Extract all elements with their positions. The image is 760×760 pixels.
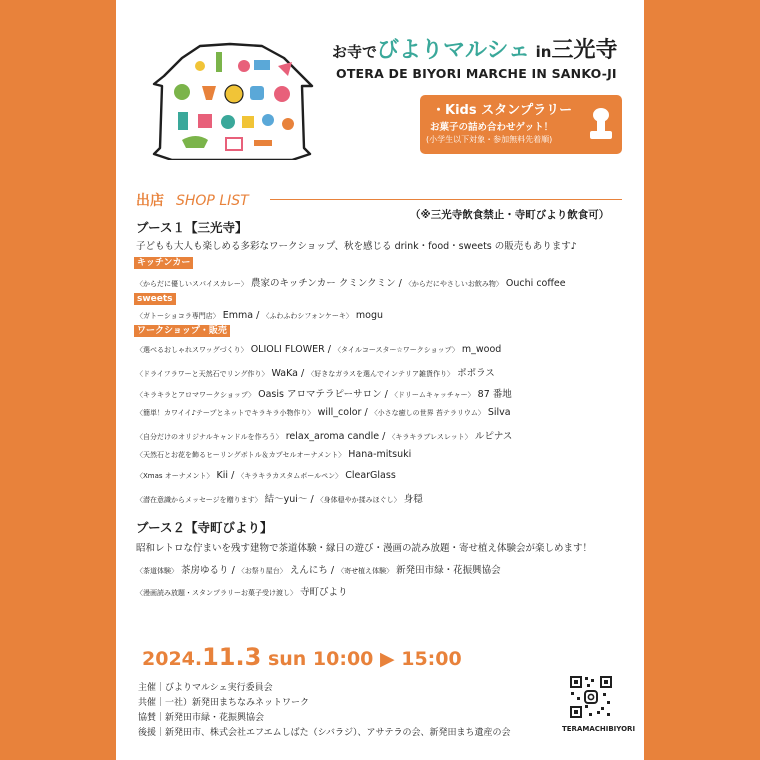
booth1-title: ブース１【三光寺】 (136, 220, 248, 235)
organizer-line: 協賛｜新発田市緑・花振興協会 (138, 713, 265, 723)
bag-icon (254, 60, 270, 70)
donut-icon (225, 85, 243, 103)
ring-icon (262, 114, 274, 126)
vendor-line: 〈自分だけのオリジナルキャンドルを作ろう〉 relax_aroma candle / 〈キラキラブレスレット〉 ルピナス (136, 431, 513, 442)
kids-line1: お菓子の詰め合わせゲット！ (430, 122, 554, 133)
bottle-icon (216, 52, 222, 72)
vendor-line: 〈簡単！カワイイ♪テープとネットでキラキラ小物作り〉 will_color / 〈小さな癒しの世界 苔テラリウム〉 Silva (136, 407, 511, 418)
vendor-line: 〈天然石とお花を飾るヒーリングボトル＆カプセルオーナメント〉 Hana-mitsuki (136, 449, 412, 460)
bead-icon (282, 118, 294, 130)
title-place: 三光寺 (551, 38, 618, 63)
vendor-line: 〈からだに優しいスパイスカレー〉 農家のキッチンカー クミンクミン / 〈からだにやさしいお飲み物〉 Ouchi coffee (136, 278, 566, 289)
shop-divider (270, 199, 622, 200)
vendor-line: 〈ドライフラワーと天然石でリング作り〉 WaKa / 〈好きなガラスを選んでインテリア雑貨作り〉 ポポラス (136, 368, 495, 379)
tag-sweets: sweets (134, 293, 176, 305)
vendor-line: 〈茶道体験〉 茶房ゆるり / 〈お祭り屋台〉 えんにち / 〈寄せ植え体験〉 新発田市緑・花振興協会 (136, 565, 501, 576)
lemon-icon (195, 61, 205, 71)
tag-kitchen-car: キッチンカー (134, 257, 193, 269)
kids-title: ・Kids スタンプラリー (432, 103, 573, 118)
booth1-desc: 子どもも大人も楽しめる多彩なワークショップ、秋を感じる drink・food・sweets の販売もあります♪ (136, 241, 577, 252)
title-main: びよりマルシェ (377, 38, 531, 63)
vendor-line: 〈潜在意識からメッセージを贈ります〉 結〜yui〜 / 〈身体穏やか揉みほぐし〉 身穏 (136, 494, 423, 505)
ribbon-icon (278, 62, 292, 76)
apple-icon (238, 60, 250, 72)
chopsticks-icon (254, 140, 272, 146)
tag-workshop: ワークショップ・販売 (134, 325, 230, 337)
shop-label: 出店 (136, 193, 164, 209)
title-prefix: お寺で (332, 43, 378, 61)
temple-illustration (142, 36, 322, 160)
basket-icon (226, 138, 242, 150)
vendor-line: 〈キラキラとアロマワークショップ〉 Oasis アロマテラピーサロン / 〈ドリームキャッチャー〉 87 番地 (136, 389, 512, 400)
bowl-icon (182, 136, 208, 148)
flower-icon (274, 86, 290, 102)
booth2-desc: 昭和レトロな佇まいを残す建物で茶道体験・縁日の遊び・漫画の読み放題・寄せ植え体験会が楽しめます！ (136, 543, 593, 554)
organizer-line: 共催｜一社）新発田まちなみネットワーク (138, 698, 310, 708)
main-title (332, 33, 617, 64)
jar-icon (250, 86, 264, 100)
cup-icon (174, 84, 190, 100)
food-note: （※三光寺飲食禁止・寺町びより飲食可） (410, 209, 610, 221)
organizer-line: 主催｜びよりマルシェ実行委員会 (138, 683, 273, 693)
gift-icon (242, 116, 254, 128)
stamp-icon (586, 107, 616, 143)
kids-line2: (小学生以下対象・参加無料先着順) (426, 135, 553, 144)
vendor-line: 〈選べるおしゃれスワッグづくり〉 OLIOLI FLOWER / 〈タイルコースター☆ワークショップ〉 m_wood (136, 344, 502, 355)
vendor-line: 〈ガトーショコラ専門店〉 Emma / 〈ふわふわシフォンケーキ〉 mogu (136, 310, 384, 321)
vendor-line: 〈Xmas オーナメント〉 Kii / 〈キラキラカスタムボールペン〉 ClearGlass (136, 470, 396, 481)
vendor-line: 〈漫画読み放題・スタンプラリーお菓子受け渡し〉 寺町びより (136, 587, 348, 598)
bottle-2-icon (178, 112, 188, 130)
subtitle: OTERA DE BIYORI MARCHE IN SANKO-JI (336, 66, 617, 81)
organizer-line: 後援｜新発田市、株式会社エフエムしばた（シバラジ）、アサテラの会、新発田まち遺産の会 (138, 728, 511, 738)
kids-stamp-rally-box (420, 95, 622, 154)
candle-icon (198, 114, 212, 128)
qr-code[interactable] (569, 675, 613, 719)
plant-icon (221, 115, 235, 129)
booth2-title: ブース２【寺町びより】 (136, 520, 273, 535)
icecream-icon (202, 86, 216, 100)
shop-list-heading (136, 190, 249, 210)
event-date: 2024.11.3 sun 10:00 ▶ 15:00 (142, 643, 462, 671)
qr-caption: TERAMACHIBIYORI (562, 725, 636, 733)
shop-list-label: SHOP LIST (176, 193, 249, 209)
title-in: in (535, 43, 552, 61)
